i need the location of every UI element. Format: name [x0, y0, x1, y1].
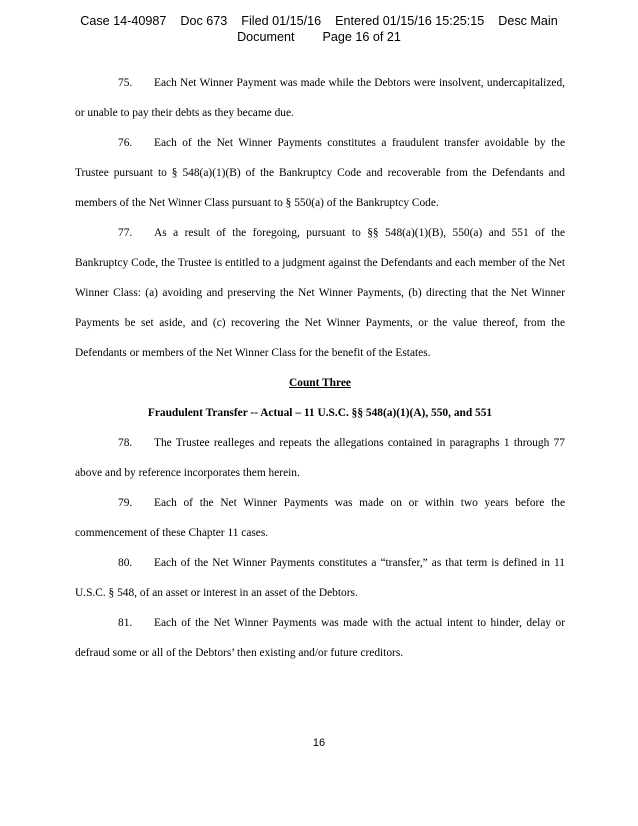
paragraph-76 — [75, 128, 565, 218]
paragraph-78 — [75, 428, 565, 488]
paragraph-number: 78. — [118, 437, 133, 449]
paragraph-number: 79. — [118, 497, 133, 509]
paragraph-number: 81. — [118, 617, 133, 629]
paragraph-80 — [75, 548, 565, 608]
paragraph-text: As a result of the foregoing, pursuant to §§ 548(a)(1)(B), 550(a) and 551 of the Bankruptcy Code, the Trustee is entitled to a judgment against the Defendants and each member of the Net Winner Class: (a) avoiding and preserving the Net Winner Payments, (b) directing that the Net Winner Payments be set aside, and (c) recovering the Net Winner Payments, or the value thereof, from the Defendants or members of the Net Winner Class for the benefit of the Estates. — [75, 227, 565, 359]
paragraph-text: Each Net Winner Payment was made while the Debtors were insolvent, undercapitalized, or unable to pay their debts as they became due. — [75, 77, 565, 119]
count-subheading: Fraudulent Transfer -- Actual – 11 U.S.C. §§ 548(a)(1)(A), 550, and 551 — [147, 407, 493, 419]
paragraph-text: Each of the Net Winner Payments constitutes a “transfer,” as that term is defined in 11 U.S.C. § 548, of an asset or interest in an asset of the Debtors. — [75, 557, 565, 599]
paragraph-75 — [75, 68, 565, 128]
paragraph-number: 75. — [118, 77, 133, 89]
paragraph-number: 76. — [118, 137, 133, 149]
paragraph-77 — [75, 218, 565, 368]
page-number: 16 — [312, 737, 326, 749]
paragraph-text: Each of the Net Winner Payments constitutes a fraudulent transfer avoidable by the Trustee pursuant to § 548(a)(1)(B) of the Bankruptcy Code and recoverable from the Defendants and members of the Net Winner Class pursuant to § 550(a) of the Bankruptcy Code. — [75, 137, 565, 209]
paragraph-text: Each of the Net Winner Payments was made on or within two years before the commencement of these Chapter 11 cases. — [75, 497, 565, 539]
filing-header-line-1: Case 14-40987 Doc 673 Filed 01/15/16 Entered 01/15/16 15:25:15 Desc Main — [80, 14, 558, 28]
filing-header — [0, 13, 638, 45]
paragraph-number: 80. — [118, 557, 133, 569]
filing-header-line-2: Document Page 16 of 21 — [237, 30, 401, 44]
paragraph-number: 77. — [118, 227, 133, 239]
paragraph-text: Each of the Net Winner Payments was made with the actual intent to hinder, delay or defraud some or all of the Debtors’ then existing and/or future creditors. — [75, 617, 565, 659]
document-body — [75, 68, 565, 668]
count-heading: Count Three — [289, 377, 351, 389]
paragraph-79 — [75, 488, 565, 548]
paragraph-text: The Trustee realleges and repeats the allegations contained in paragraphs 1 through 77 above and by reference incorporates them herein. — [75, 437, 565, 479]
paragraph-81 — [75, 608, 565, 668]
